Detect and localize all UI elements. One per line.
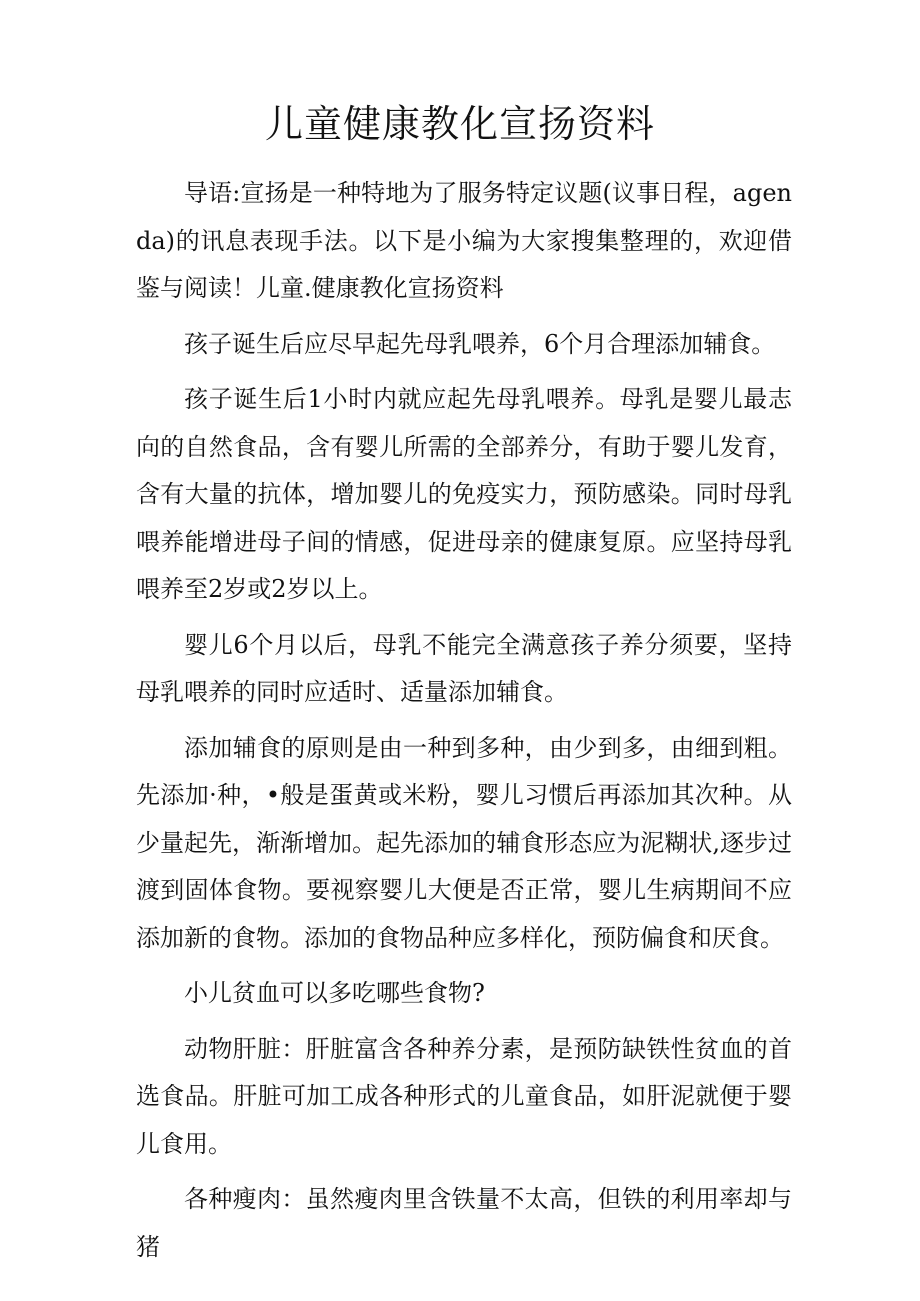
paragraph-breastfeeding-detail: 孩子诞生后1小时内就应起先母乳喂养。母乳是婴儿最志向的自然食品，含有婴儿所需的全部养分，有助于婴儿发育，含有大量的抗体，增加婴儿的免疫实力，预防感染。同时母乳喂养能增进母子间的情感，促进母亲的健康复原。应坚持母乳喂养至2岁或2岁以上。 [136,385,792,603]
paragraph-breastfeeding-summary: 孩子诞生后应尽早起先母乳喂养，6个月合理添加辅食。 [184,329,776,358]
paragraph-complementary-food: 添加辅食的原则是由一种到多种，由少到多，由细到粗。先添加·种，•般是蛋黄或米粉，婴儿习惯后再添加其次种。从少量起先，渐渐增加。起先添加的辅食形态应为泥糊状,逐步过渡到固体食物。要视察婴儿大便是否正常，婴儿生病期间不应添加新的食物。添加的食物品种应多样化，预防偏食和厌食。 [136,733,792,952]
document-body [136,170,792,1279]
paragraph-six-months: 婴儿6个月以后，母乳不能完全满意孩子养分须要，坚持母乳喂养的同时应适时、适量添加辅食。 [136,630,792,706]
paragraph-anemia-question: 小儿贫血可以多吃哪些食物? [184,979,485,1007]
paragraph-animal-liver: 动物肝脏：肝脏富含各种养分素，是预防缺铁性贫血的首选食品。肝脏可加工成各种形式的儿童食品，如肝泥就便于婴儿食用。 [136,1034,792,1158]
document-title: 儿童健康教化宣扬资料 [264,102,655,146]
paragraph-lean-meat: 各种瘦肉：虽然瘦肉里含铁量不太高，但铁的利用率却与猪 [136,1185,792,1261]
paragraph-intro: 导语:宣扬是一种特地为了服务特定议题(议事日程，agenda)的讯息表现手法。以下是小编为大家搜集整理的，欢迎借鉴与阅读！儿童.健康教化宣扬资料 [136,179,792,302]
